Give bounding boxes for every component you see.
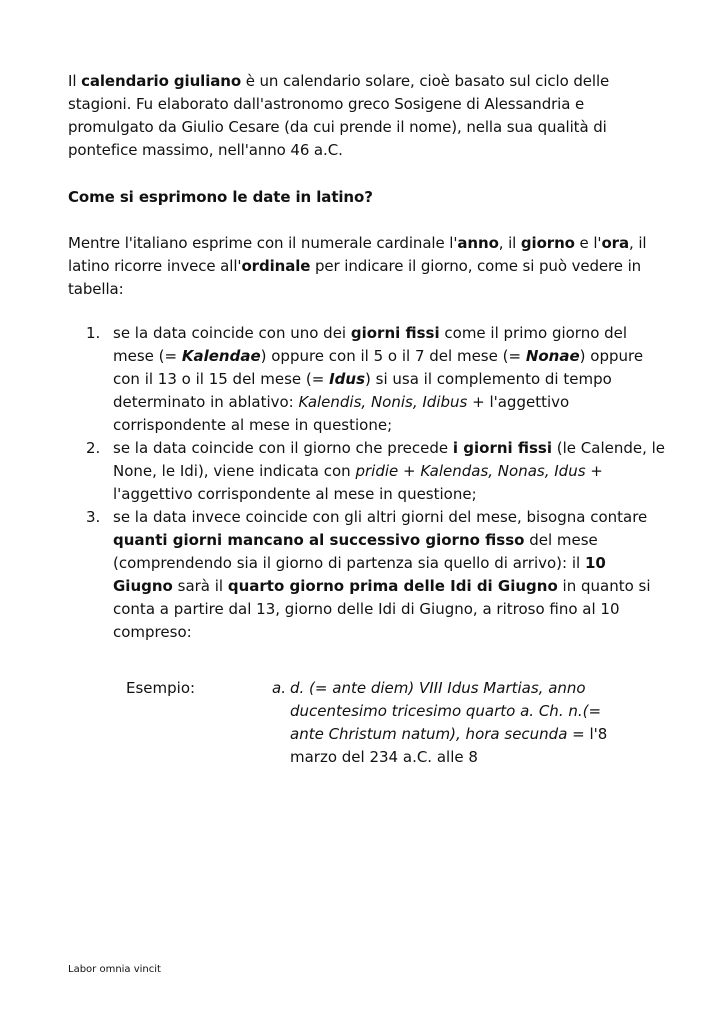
item3-text-4: in quanto si conta a partire dal 13, giorno delle Idi di Giugno, a ritroso fino al 10 compreso: bbox=[113, 577, 651, 641]
item3-text-2: del mese (comprendendo sia il giorno di partenza sia quello di arrivo): il bbox=[113, 531, 598, 572]
example-latin-date: d. (= ante diem) VIII Idus Martias, anno ducentesimo tricesimo quarto a. Ch. n.(= ante Christum natum), hora secunda bbox=[290, 679, 602, 743]
mentre-text-1: Mentre l'italiano esprime con il numerale cardinale l' bbox=[68, 234, 458, 252]
item3-term-quanti-giorni: quanti giorni mancano al successivo giorno fisso bbox=[113, 531, 525, 549]
item1-text-2: come il primo giorno del mese (= bbox=[113, 324, 628, 365]
item1-term-nonae: Nonae bbox=[525, 347, 580, 365]
item1-text-1: se la data coincide con uno dei bbox=[113, 324, 351, 342]
mentre-text-3: e l' bbox=[574, 234, 602, 252]
rules-list bbox=[68, 322, 668, 644]
item1-text-5: ) si usa il complemento di tempo determinato in ablativo: bbox=[113, 370, 612, 411]
mentre-term-anno: anno bbox=[457, 234, 499, 252]
list-item-number: 1. bbox=[86, 324, 101, 342]
section-question-heading bbox=[68, 186, 668, 209]
page-footer: Labor omnia vincit bbox=[68, 964, 161, 975]
example-letter: a. bbox=[272, 679, 286, 697]
list-item bbox=[68, 322, 668, 437]
item3-text-1: se la data invece coincide con gli altri giorni del mese, bisogna contare bbox=[113, 508, 648, 526]
mentre-term-giorno: giorno bbox=[520, 234, 575, 252]
intro-text-2: è un calendario solare, cioè basato sul ciclo delle stagioni. Fu elaborato dall'astronomo greco Sosigene di Alessandria e promulgato da Giulio Cesare (da cui prende il nome), nella sua qualità di pontefice massimo, nell'anno 46 a.C. bbox=[68, 72, 610, 159]
item3-text-3: sarà il bbox=[172, 577, 228, 595]
item1-text-4: ) oppure con il 13 o il 15 del mese (= bbox=[113, 347, 644, 388]
list-item-number: 2. bbox=[86, 439, 101, 457]
example-body bbox=[290, 677, 630, 769]
mentre-text-4: , il latino ricorre invece all' bbox=[68, 234, 647, 275]
item2-text-2: (le Calende, le None, le Idi), viene indicata con bbox=[113, 439, 666, 480]
mentre-paragraph bbox=[68, 232, 668, 301]
item1-term-idus: Idus bbox=[329, 370, 366, 388]
item2-latin-pridie: pridie + Kalendas, Nonas, Idus bbox=[355, 462, 586, 480]
item3-term-quarto-giorno: quarto giorno prima delle Idi di Giugno bbox=[227, 577, 558, 595]
mentre-term-ordinale: ordinale bbox=[241, 257, 311, 275]
item2-text-1: se la data coincide con il giorno che precede bbox=[113, 439, 453, 457]
intro-paragraph bbox=[68, 70, 668, 162]
mentre-term-ora: ora bbox=[601, 234, 629, 252]
list-item bbox=[68, 506, 668, 644]
item2-term-giorni-fissi: i giorni fissi bbox=[452, 439, 552, 457]
item1-term-giorni-fissi: giorni fissi bbox=[350, 324, 440, 342]
item2-text-3: + l'aggettivo corrispondente al mese in questione; bbox=[113, 462, 603, 503]
mentre-text-5: per indicare il giorno, come si può vedere in tabella: bbox=[68, 257, 642, 298]
mentre-text-2: , il bbox=[498, 234, 521, 252]
item3-term-10-giugno: 10 Giugno bbox=[113, 554, 606, 595]
question-text: Come si esprimono le date in latino? bbox=[68, 188, 373, 206]
item1-term-kalendae: Kalendae bbox=[181, 347, 261, 365]
list-item bbox=[68, 437, 668, 506]
example-label: Esempio: bbox=[126, 679, 196, 697]
intro-term-calendario-giuliano: calendario giuliano bbox=[81, 72, 242, 90]
item1-text-6: + l'aggettivo corrispondente al mese in questione; bbox=[113, 393, 570, 434]
item1-latin-ablative: Kalendis, Nonis, Idibus bbox=[298, 393, 468, 411]
example-translation: = l'8 marzo del 234 a.C. alle 8 bbox=[290, 725, 608, 766]
intro-text-1: Il bbox=[68, 72, 82, 90]
item1-text-3: ) oppure con il 5 o il 7 del mese (= bbox=[260, 347, 526, 365]
list-item-number: 3. bbox=[86, 508, 101, 526]
